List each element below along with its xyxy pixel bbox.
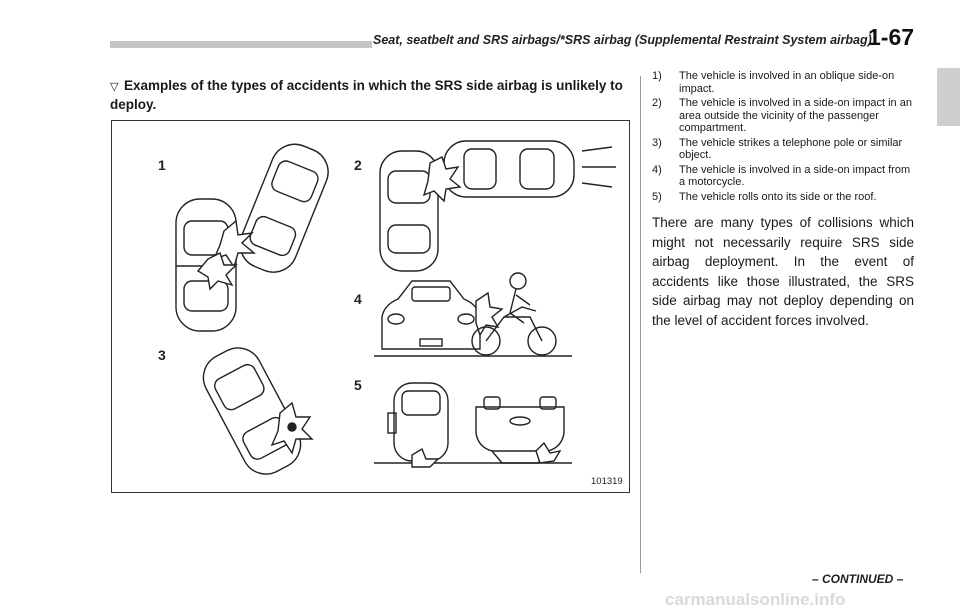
scene-2-car-horizontal <box>444 141 574 197</box>
list-item-text: The vehicle rolls onto its side or the roof. <box>679 190 877 203</box>
scene-1-car-oblique <box>233 137 335 279</box>
figure-code: 101319 <box>591 476 623 487</box>
continued-label: – CONTINUED – <box>812 572 904 586</box>
figure-label-1: 1 <box>158 157 166 173</box>
column-divider <box>640 76 641 573</box>
body-paragraph: There are many types of collisions which might not necessarily require SRS side airbag deployment. In the event of accidents like those illustrated, the SRS side airbag may not deploy depending on the level of accident forces involved. <box>652 215 914 328</box>
section-heading-text: Examples of the types of accidents in which the SRS side airbag is unlikely to deploy. <box>110 78 623 112</box>
list-item-number: 1) <box>652 70 662 82</box>
list-item <box>652 137 914 162</box>
accident-figure <box>111 120 630 493</box>
list-item-text: The vehicle is involved in a side-on impact from a motorcycle. <box>679 163 911 188</box>
list-item-number: 2) <box>652 97 662 109</box>
header-title: Seat, seatbelt and SRS airbags/*SRS airbag (Supplemental Restraint System airbag) <box>373 33 872 47</box>
list-item-text: The vehicle strikes a telephone pole or similar object. <box>679 136 903 161</box>
scene-5-car-on-side <box>388 383 448 461</box>
telephone-pole-icon <box>288 423 296 431</box>
list-item <box>652 191 914 204</box>
accident-type-list <box>652 70 914 205</box>
scene-4-car-front <box>382 281 480 349</box>
list-item-number: 5) <box>652 190 662 203</box>
page-number: 1-67 <box>868 24 915 50</box>
accident-illustration <box>112 121 629 492</box>
list-item-number: 3) <box>652 136 662 149</box>
list-item <box>652 97 914 135</box>
figure-label-3: 3 <box>158 347 166 363</box>
figure-label-2: 2 <box>354 157 362 173</box>
figure-label-5: 5 <box>354 377 362 393</box>
triangle-marker-icon: ▽ <box>110 81 119 93</box>
list-item-number: 4) <box>652 163 662 176</box>
list-item <box>652 164 914 189</box>
section-tab <box>937 68 960 126</box>
figure-label-4: 4 <box>354 291 362 307</box>
section-heading <box>110 77 635 113</box>
list-item <box>652 70 914 95</box>
watermark: carmanualsonline.info <box>665 590 846 609</box>
list-item-text: The vehicle is involved in an oblique side-on impact. <box>679 70 895 95</box>
list-item-text: The vehicle is involved in a side-on impact in an area outside the vicinity of the passenger compartment. <box>679 97 912 134</box>
header-bar <box>110 41 372 48</box>
